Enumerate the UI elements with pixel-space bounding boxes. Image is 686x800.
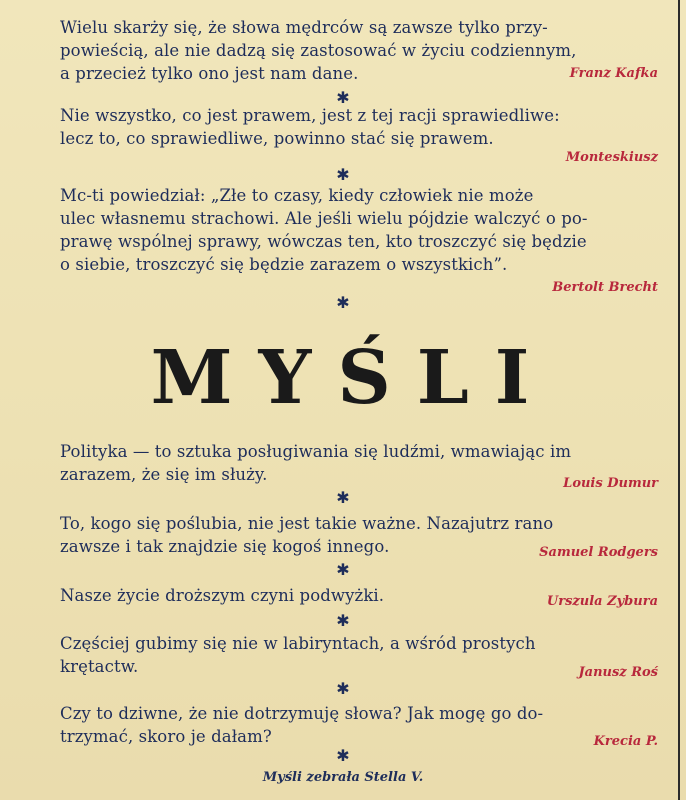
separator-star: ✱ <box>336 611 350 630</box>
quote-line: zawsze i tak znajdzie się kogoś innego. <box>60 537 390 556</box>
quote-line: trzymać, skoro je dałam? <box>60 727 272 746</box>
quote-line: powieścią, ale nie dadzą się zastosować w życiu codziennym, <box>60 41 577 60</box>
quote-line: prawę wspólnej sprawy, wówczas ten, kto troszczyć się będzie <box>60 232 587 251</box>
separator-star: ✱ <box>336 679 350 698</box>
author-brecht: Bertolt Brecht <box>552 280 658 295</box>
author-monteskiusz: Monteskiusz <box>565 150 658 165</box>
quote-line: Wielu skarży się, że słowa mędrców są zawsze tylko przy- <box>60 18 548 37</box>
quote-line: Częściej gubimy się nie w labiryntach, a wśród prostych <box>60 634 536 653</box>
separator-star: ✱ <box>336 746 350 765</box>
quote-krecia <box>60 702 662 748</box>
author-kafka: Franz Kafka <box>569 66 658 81</box>
separator-star: ✱ <box>336 293 350 312</box>
author-krecia: Krecia P. <box>593 734 658 749</box>
quote-line: Nie wszystko, co jest prawem, jest z tej racji sprawiedliwe: <box>60 106 560 125</box>
quote-line: To, kogo się poślubia, nie jest takie ważne. Nazajutrz rano <box>60 514 554 533</box>
quote-line: lecz to, co sprawiedliwe, powinno stać się prawem. <box>60 129 494 148</box>
quote-line: o siebie, troszczyć się będzie zarazem o wszystkich”. <box>60 255 508 274</box>
credit-line: Myśli zebrała Stella V. <box>262 770 424 785</box>
quote-line: krętactw. <box>60 657 139 676</box>
author-rodgers: Samuel Rodgers <box>539 545 658 560</box>
page-title: MYŚLI <box>150 335 556 421</box>
author-zybura: Urszula Zybura <box>546 594 658 609</box>
quote-monteskiusz <box>60 104 662 150</box>
quote-line: ulec własnemu strachowi. Ale jeśli wielu pójdzie walczyć o po- <box>60 209 588 228</box>
quote-line: zarazem, że się im służy. <box>60 465 268 484</box>
separator-star: ✱ <box>336 88 350 107</box>
author-dumur: Louis Dumur <box>563 476 658 491</box>
quote-line: a przecież tylko ono jest nam dane. <box>60 64 359 83</box>
quote-line: Mc-ti powiedział: „Złe to czasy, kiedy człowiek nie może <box>60 186 534 205</box>
separator-star: ✱ <box>336 165 350 184</box>
quote-ros <box>60 632 662 678</box>
separator-star: ✱ <box>336 560 350 579</box>
quote-line: Czy to dziwne, że nie dotrzymuję słowa? Jak mogę go do- <box>60 704 544 723</box>
separator-star: ✱ <box>336 488 350 507</box>
quote-line: Polityka — to sztuka posługiwania się ludźmi, wmawiając im <box>60 442 572 461</box>
quote-brecht <box>60 184 662 276</box>
quote-line: Nasze życie droższym czyni podwyżki. <box>60 586 385 605</box>
author-ros: Janusz Roś <box>578 665 658 680</box>
